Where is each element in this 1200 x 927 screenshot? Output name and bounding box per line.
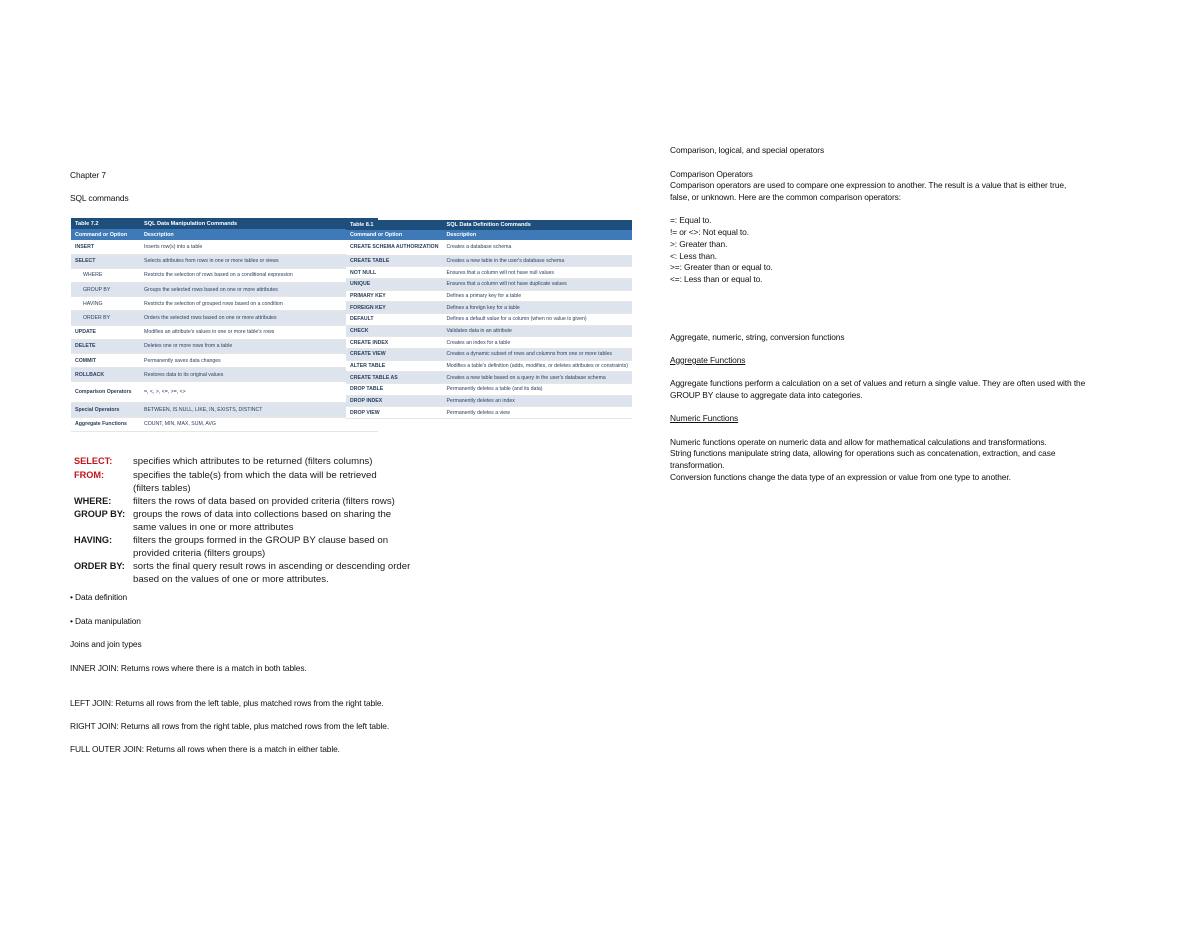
command-cell: ROLLBACK [71,368,140,382]
clause-keyword: ORDER BY: [74,561,125,571]
description-cell: Permanently saves data changes [140,354,378,368]
column-header: Description [140,229,378,240]
command-cell: GROUP BY [71,283,140,297]
clause-description: sorts the final query result rows in ascending or descending order based on the values of one or more attributes. [133,561,411,586]
table-row [346,240,632,255]
table-row [346,395,632,407]
column-header: Description [442,230,632,240]
table-row [71,354,378,368]
table-number: Table 7.2 [71,218,140,229]
bullet-data-definition: • Data definition [70,592,128,602]
string-desc: transformation. [670,460,725,470]
table-row [71,311,378,325]
description-cell: BETWEEN, IS NULL, LIKE, IN, EXISTS, DISTINCT [140,403,378,417]
clause-keyword: WHERE: [74,496,112,506]
description-cell: Ensures that a column will not have duplicate values [442,278,632,290]
description-cell: Modifies an attribute's values in one or more table's rows [140,325,378,339]
description-cell: Ensures that a column will not have null values [442,267,632,279]
functions-heading: Aggregate, numeric, string, conversion functions [670,332,845,342]
conversion-desc: Conversion functions change the data type of an expression or value from one type to another. [670,472,1011,482]
table-row [346,290,632,302]
command-cell: ORDER BY [71,311,140,325]
aggregate-desc: GROUP BY clause to aggregate data into categories. [670,390,863,400]
aggregate-title: Aggregate Functions [670,355,746,365]
table-row [346,337,632,349]
table-row [71,339,378,353]
table-title: SQL Data Manipulation Commands [140,218,378,229]
clause-description: groups the rows of data into collections based on sharing the same values in one or more attributes [133,509,392,534]
table-row [346,267,632,279]
command-cell: CREATE SCHEMA AUTHORIZATION [346,240,442,255]
command-cell: CREATE INDEX [346,337,442,349]
command-cell: PRIMARY KEY [346,290,442,302]
table-row [346,255,632,267]
dml-commands-table [71,218,378,432]
operator-item: <: Less than. [670,251,717,261]
command-cell: UNIQUE [346,278,442,290]
command-cell: NOT NULL [346,267,442,279]
comparison-title: Comparison Operators [670,169,753,179]
table-row [346,325,632,337]
command-cell: HAVING [71,297,140,311]
command-cell: ALTER TABLE [346,360,442,372]
table-row [346,384,632,396]
table-row [346,278,632,290]
command-cell: DROP VIEW [346,407,442,419]
clause-description: specifies the table(s) from which the data will be retrieved (filters tables) [133,470,377,495]
inner-join-text: INNER JOIN: Returns rows where there is a match in both tables. [70,663,307,673]
table-body [346,240,632,419]
command-cell: DELETE [71,339,140,353]
table-row [71,368,378,382]
command-cell: WHERE [71,268,140,282]
clause-keyword: SELECT: [74,456,113,466]
clause-keyword: HAVING: [74,535,113,545]
operator-item: >=: Greater than or equal to. [670,262,773,272]
description-cell: Orders the selected rows based on one or more attributes [140,311,378,325]
description-cell: Inserts row(s) into a table [140,240,378,254]
clause-description: filters the rows of data based on provided criteria (filters rows) [133,496,395,507]
clause-description: specifies which attributes to be returned (filters columns) [133,456,373,467]
description-cell: Permanently deletes a table (and its data) [442,384,632,396]
full-join-text: FULL OUTER JOIN: Returns all rows when there is a match in either table. [70,744,340,754]
description-cell: Restores data to its original values [140,368,378,382]
table-row [71,240,378,254]
description-cell: Deletes one or more rows from a table [140,339,378,353]
clause-description: filters the groups formed in the GROUP BY clause based on provided criteria (filters groups) [133,535,389,560]
column-header: Command or Option [346,230,442,240]
description-cell: Modifies a table's definition (adds, modifies, or deletes attributes or constraints) [442,360,632,372]
table-number: Table 8.1 [346,220,442,230]
operators-heading: Comparison, logical, and special operators [670,145,825,155]
description-cell: Selects attributes from rows in one or more tables or views [140,254,378,268]
column-header: Command or Option [71,229,140,240]
operator-item: =: Equal to. [670,215,712,225]
ddl-commands-table [346,220,632,419]
command-cell: DEFAULT [346,313,442,325]
command-cell: CREATE VIEW [346,349,442,361]
operator-item: >: Greater than. [670,239,728,249]
command-cell: DROP TABLE [346,384,442,396]
description-cell: Permanently deletes an index [442,395,632,407]
command-cell: CHECK [346,325,442,337]
table-row [71,268,378,282]
command-cell: COMMIT [71,354,140,368]
clause-keyword: GROUP BY: [74,509,126,519]
description-cell: Defines a primary key for a table [442,290,632,302]
sql-commands-heading: SQL commands [70,193,129,203]
left-join-text: LEFT JOIN: Returns all rows from the left table, plus matched rows from the right table. [70,698,384,708]
aggregate-desc: Aggregate functions perform a calculation on a set of values and return a single value. They are often used with the [670,378,1086,388]
description-cell: Creates a dynamic subset of rows and columns from one or more tables [442,349,632,361]
right-join-text: RIGHT JOIN: Returns all rows from the right table, plus matched rows from the left table. [70,721,390,731]
table-row [71,283,378,297]
table-title: SQL Data Definition Commands [442,220,632,230]
description-cell: Defines a foreign key for a table [442,302,632,314]
command-cell: INSERT [71,240,140,254]
table-row [346,349,632,361]
bullet-data-manipulation: • Data manipulation [70,616,141,626]
comparison-desc: false, or unknown. Here are the common comparison operators: [670,192,901,202]
description-cell: =, <, >, <=, >=, <> [140,382,378,403]
clause-keyword: FROM: [74,470,105,480]
description-cell: Validates data in an attribute [442,325,632,337]
command-cell: FOREIGN KEY [346,302,442,314]
table-row [346,313,632,325]
description-cell: Permanently deletes a view [442,407,632,419]
command-cell: Special Operators [71,403,140,417]
table-row [346,302,632,314]
string-desc: String functions manipulate string data, allowing for operations such as concatenation, extraction, and case [670,448,1056,458]
description-cell: Creates a new table based on a query in the user's database schema [442,372,632,384]
table-row [346,360,632,372]
command-cell: DROP INDEX [346,395,442,407]
command-cell: SELECT [71,254,140,268]
table-row [71,325,378,339]
table-body [71,240,378,431]
operator-item: != or <>: Not equal to. [670,227,749,237]
description-cell: Restricts the selection of grouped rows based on a condition [140,297,378,311]
numeric-desc: Numeric functions operate on numeric data and allow for mathematical calculations and transformations. [670,437,1047,447]
comparison-desc: Comparison operators are used to compare one expression to another. The result is a value that is either true, [670,180,1067,190]
command-cell: Aggregate Functions [71,417,140,431]
command-cell: CREATE TABLE [346,255,442,267]
command-cell: UPDATE [71,325,140,339]
description-cell: Restricts the selection of rows based on a conditional expression [140,268,378,282]
joins-heading: Joins and join types [70,639,142,649]
table-row [71,382,378,403]
table-row [71,254,378,268]
command-cell: CREATE TABLE AS [346,372,442,384]
description-cell: Defines a default value for a column (when no value is given) [442,313,632,325]
numeric-title: Numeric Functions [670,413,739,423]
table-row [71,403,378,417]
operator-item: <=: Less than or equal to. [670,274,763,284]
chapter-heading: Chapter 7 [70,170,106,180]
table-row [346,407,632,419]
description-cell: Creates an index for a table [442,337,632,349]
description-cell: Creates a new table in the user's database schema [442,255,632,267]
table-row [346,372,632,384]
table-row [71,417,378,431]
command-cell: Comparison Operators [71,382,140,403]
description-cell: Creates a database schema [442,240,632,255]
description-cell: Groups the selected rows based on one or more attributes [140,283,378,297]
description-cell: COUNT, MIN, MAX, SUM, AVG [140,417,378,431]
table-row [71,297,378,311]
